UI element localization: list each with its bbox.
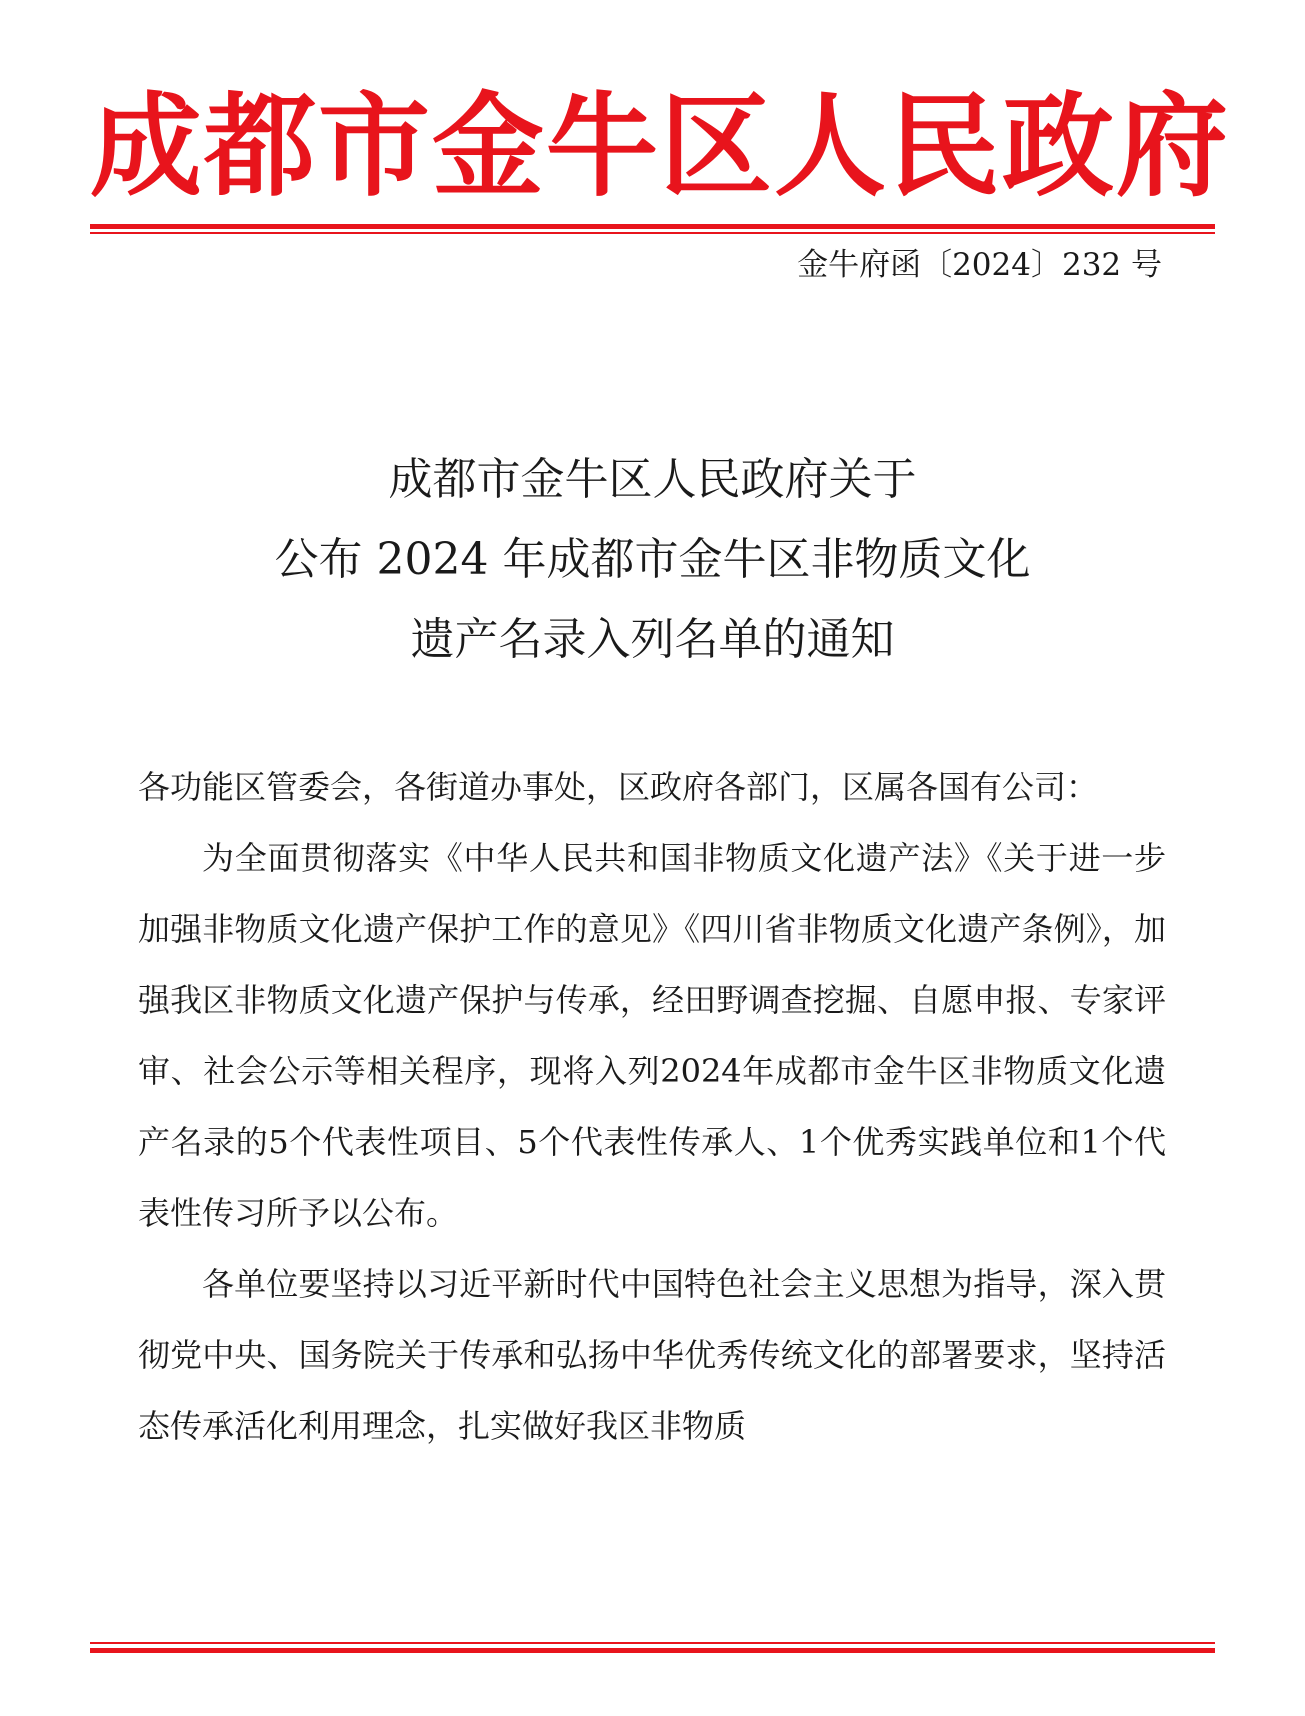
document-body [138,752,1166,1462]
title-line: 公布 2024 年成都市金牛区非物质文化 [274,534,1031,585]
masthead-divider-thick [90,224,1215,229]
body-paragraph: 为全面贯彻落实《中华人民共和国非物质文化遗产法》《关于进一步加强非物质文化遗产保护工作的意见》《四川省非物质文化遗产条例》，加强我区非物质文化遗产保护与传承，经田野调查挖掘、自愿申报、专家评审、社会公示等相关程序，现将入列2024年成都市金牛区非物质文化遗产名录的5个代表性项目、5个代表性传承人、1个优秀实践单位和1个代表性传习所予以公布。 [138,839,1166,1232]
addressee: 各功能区管委会，各街道办事处，区政府各部门，区属各国有公司： [138,768,1099,806]
masthead-divider-thin [90,232,1215,234]
title-line: 遗产名录入列名单的通知 [410,614,895,665]
document-title [90,440,1215,680]
footer-divider-thin [90,1642,1215,1644]
document-number: 金牛府函〔2024〕232 号 [797,247,1162,283]
body-paragraph: 各单位要坚持以习近平新时代中国特色社会主义思想为指导，深入贯彻党中央、国务院关于传承和弘扬中华优秀传统文化的部署要求，坚持活态传承活化利用理念，扎实做好我区非物质 [138,1265,1166,1445]
masthead: 成都市金牛区人民政府 [90,81,1230,212]
footer-divider-thick [90,1648,1215,1653]
title-line: 成都市金牛区人民政府关于 [388,454,917,505]
